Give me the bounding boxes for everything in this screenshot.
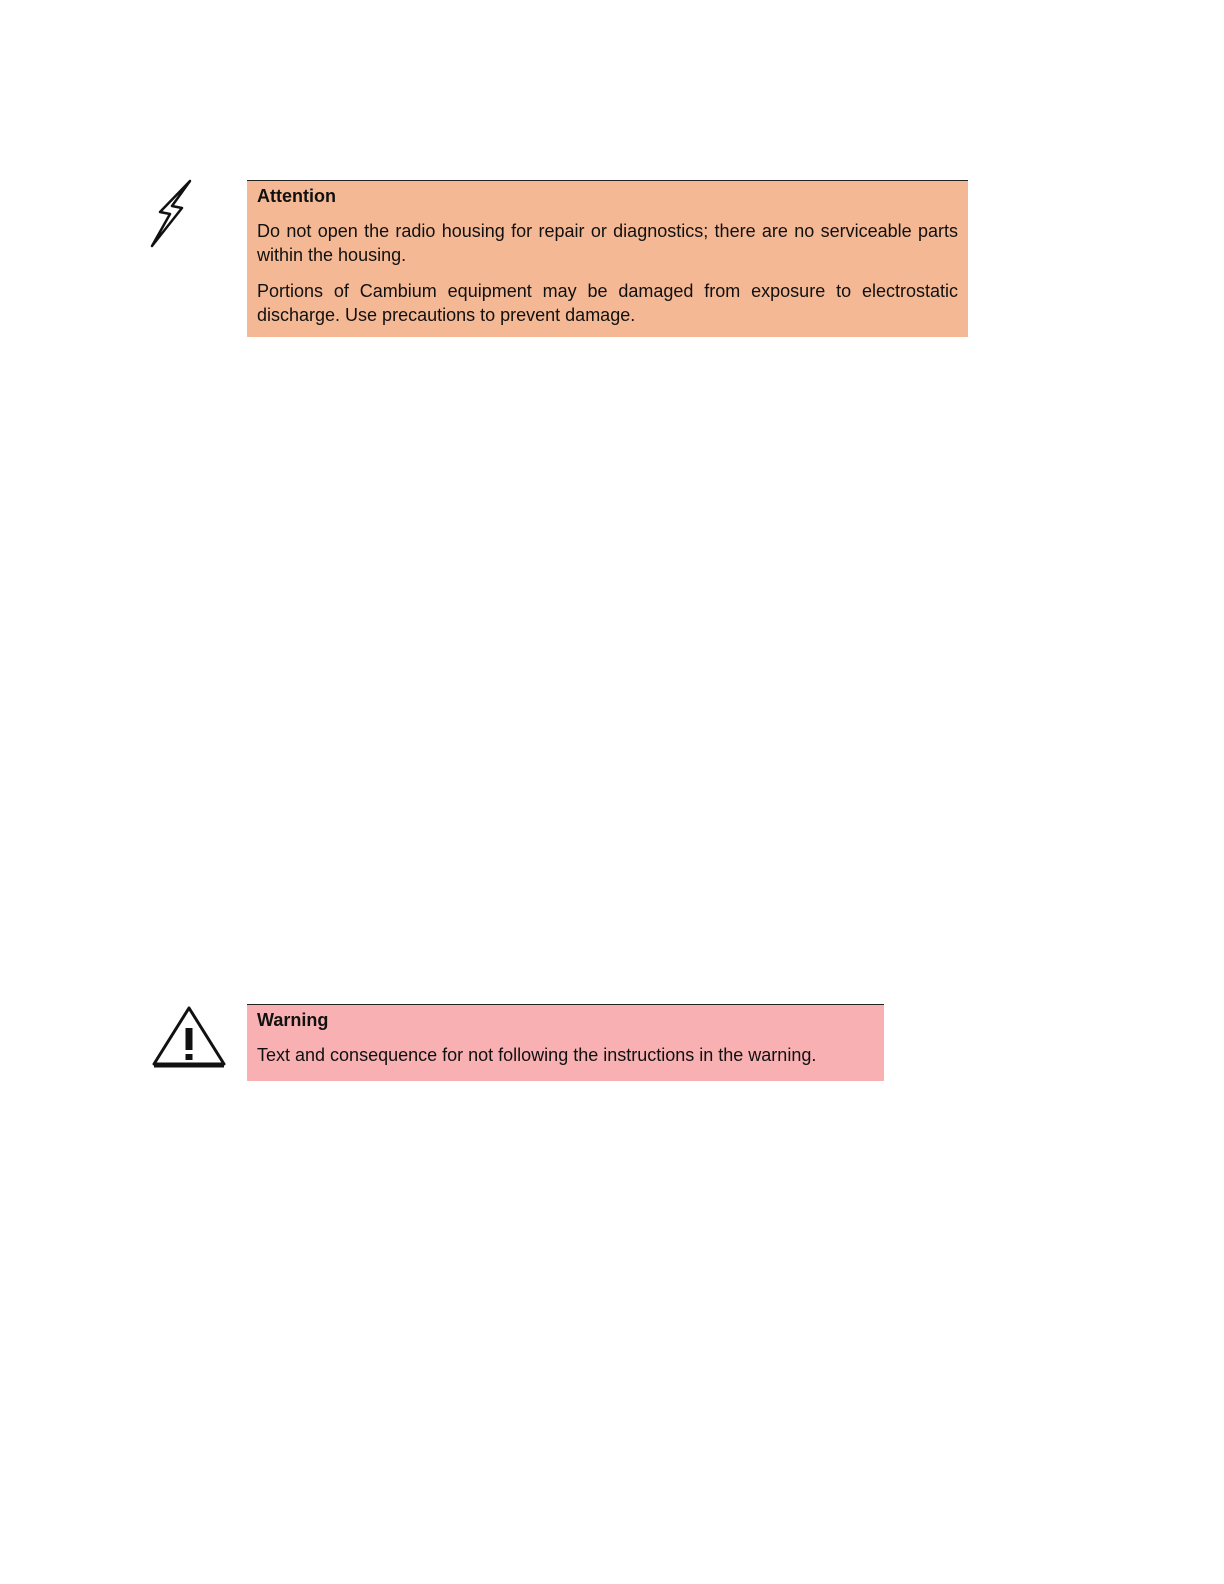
warning-triangle-icon [150, 1004, 228, 1070]
attention-paragraph: Do not open the radio housing for repair or diagnostics; there are no serviceable parts within the housing. [257, 221, 958, 265]
warning-title: Warning [257, 1010, 329, 1030]
attention-title: Attention [257, 186, 336, 206]
attention-notice [247, 180, 968, 337]
warning-text: Text and consequence for not following the instructions in the warning. [257, 1045, 817, 1065]
lightning-bolt-icon [148, 178, 196, 250]
attention-paragraph: Portions of Cambium equipment may be damaged from exposure to electrostatic discharge. Use precautions to prevent damage. [257, 281, 958, 325]
warning-notice [247, 1004, 884, 1081]
